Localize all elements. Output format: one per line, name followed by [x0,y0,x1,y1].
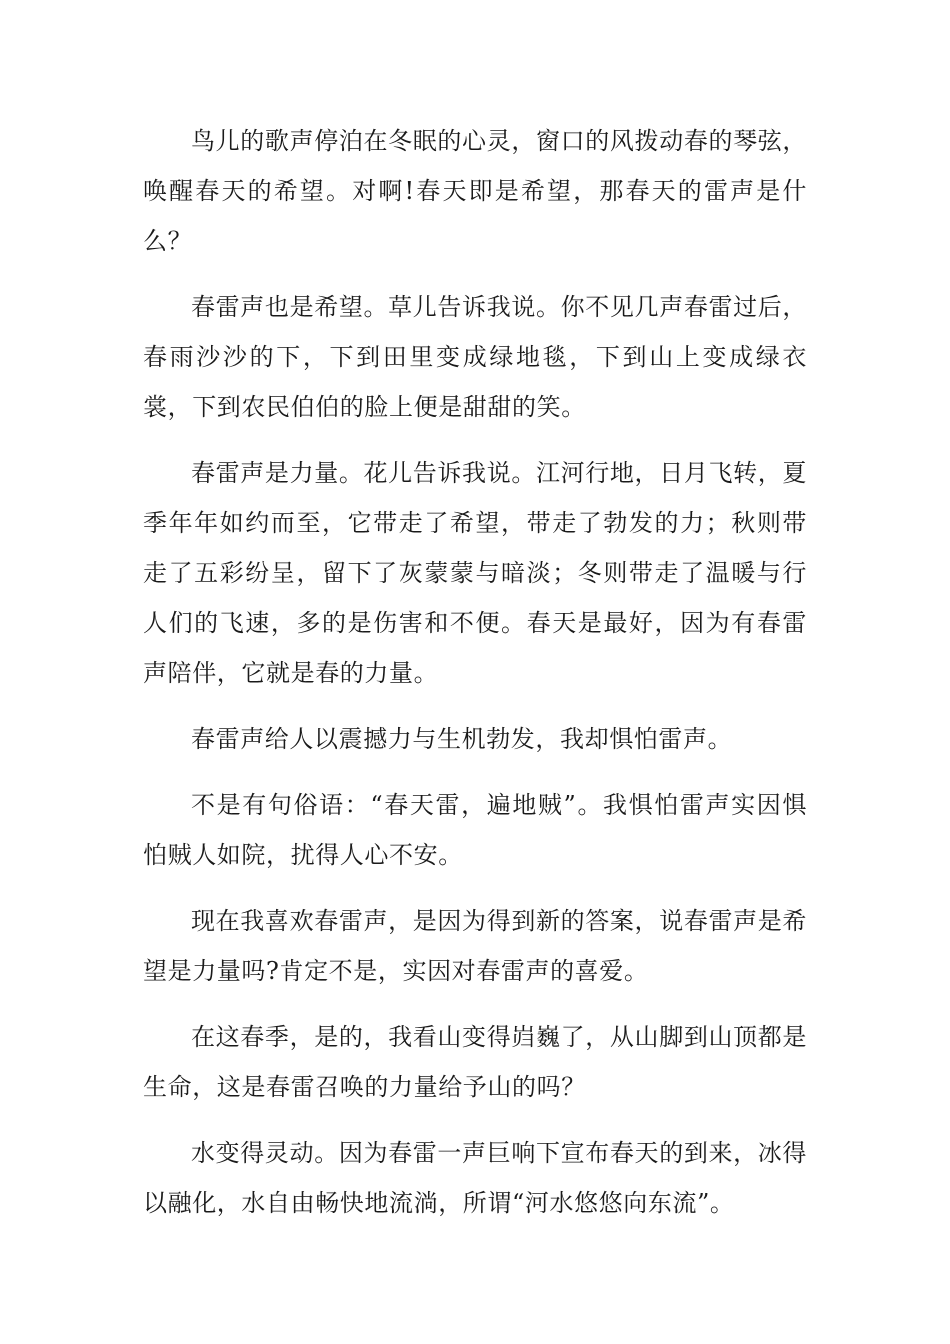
paragraph-4: 春雷声给人以震撼力与生机勃发，我却惧怕雷声。 [191,725,733,753]
paragraph-6: 现在我喜欢春雷声，是因为得到新的答案，说春雷声是希望是力量吗?肯定不是，实因对春雷声的喜爱。 [143,907,807,985]
paragraph-3: 春雷声是力量。花儿告诉我说。江河行地，日月飞转，夏季年年如约而至，它带走了希望，带走了勃发的力；秋则带走了五彩纷呈，留下了灰蒙蒙与暗淡；冬则带走了温暖与行人们的飞速，多的是伤害和不便。春天是最好，因为有春雷声陪伴，它就是春的力量。 [143,459,807,687]
paragraph-5: 不是有句俗语：“春天雷，遍地贼”。我惧怕雷声实因惧怕贼人如院，扰得人心不安。 [143,791,807,869]
paragraph-1: 鸟儿的歌声停泊在冬眠的心灵，窗口的风拨动春的琴弦，唤醒春天的希望。对啊!春天即是希望，那春天的雷声是什么？ [143,127,807,255]
paragraph-8: 水变得灵动。因为春雷一声巨响下宣布春天的到来，冰得以融化，水自由畅快地流淌，所谓“河水悠悠向东流”。 [143,1139,807,1217]
article-body [143,116,807,1244]
paragraph-2: 春雷声也是希望。草儿告诉我说。你不见几声春雷过后，春雨沙沙的下，下到田里变成绿地毯，下到山上变成绿衣裳，下到农民伯伯的脸上便是甜甜的笑。 [143,293,807,421]
paragraph-7: 在这春季，是的，我看山变得岿巍了，从山脚到山顶都是生命，这是春雷召唤的力量给予山的吗？ [143,1023,807,1101]
